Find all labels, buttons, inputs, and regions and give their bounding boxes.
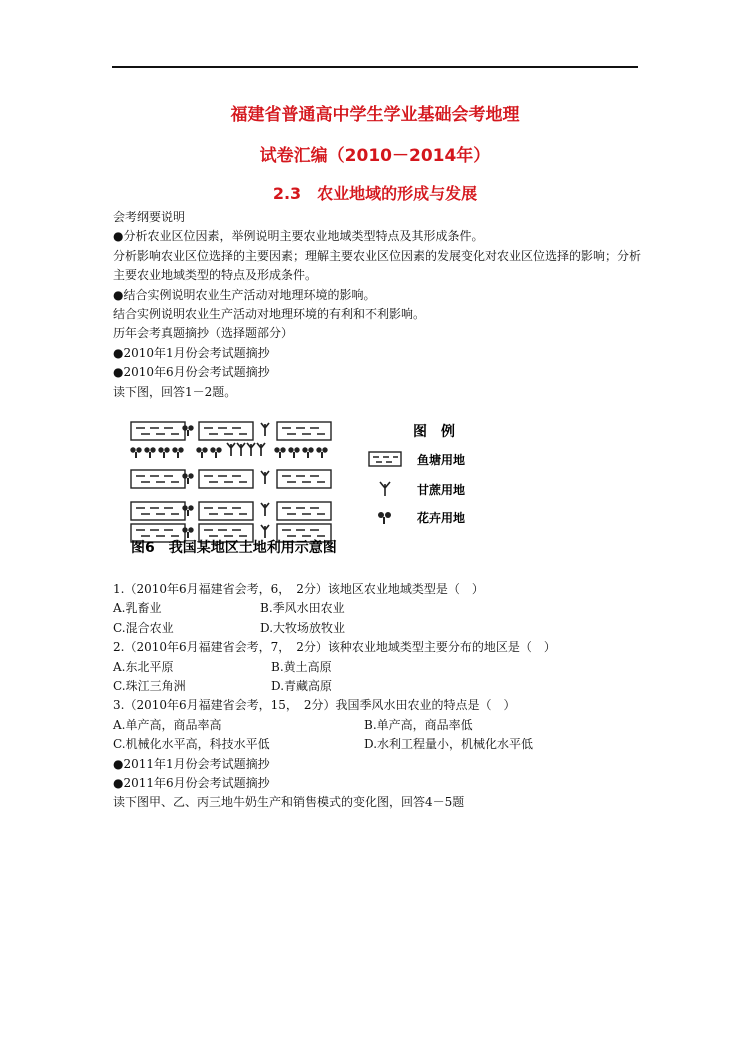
exam-2011-jun: ●2011年6月份会考试题摘抄 <box>113 776 270 791</box>
legend-fish-pond-icon <box>369 452 401 466</box>
legend-sugarcane-icon <box>380 482 390 496</box>
syllabus-point-4: 结合实例说明农业生产活动对地理环境的有利和不利影响。 <box>113 307 426 322</box>
flower-icon <box>172 447 183 458</box>
fish-pond-icon <box>277 502 331 520</box>
question-3-option-b: B.单产高，商品率低 <box>364 717 473 732</box>
flower-icon <box>130 447 141 458</box>
question-2-option-b: B.黄土高原 <box>271 659 332 674</box>
legend-title: 图 例 <box>413 424 455 441</box>
flower-icon <box>302 447 313 458</box>
legend-sugarcane-label: 甘蔗用地 <box>417 483 466 498</box>
exam-2010-jun: ●2010年6月份会考试题摘抄 <box>113 365 270 380</box>
fish-pond-icon <box>131 422 185 440</box>
question-2-options-row-1 <box>113 658 641 677</box>
sugarcane-icon <box>237 443 245 456</box>
flower-icon <box>182 425 193 436</box>
question-2-stem: 2.（2010年6月福建省会考，7， 2分）该种农业地域类型主要分布的地区是（ ） <box>113 640 556 655</box>
flower-icon <box>182 527 193 538</box>
question-1-stem: 1.（2010年6月福建省会考，6， 2分）该地区农业地域类型是（ ） <box>113 582 484 597</box>
figure-caption: 图6 我国某地区土地利用示意图 <box>131 540 337 557</box>
question-3-stem: 3.（2010年6月福建省会考，15， 2分）我国季风水田农业的特点是（ ） <box>113 698 516 713</box>
syllabus-point-2: 分析影响农业区位选择的主要因素；理解主要农业区位因素的发展变化对农业区位选择的影响；分析主要农业地域类型的特点及形成条件。 <box>113 248 642 283</box>
sugarcane-icon <box>261 471 269 484</box>
question-3-option-d: D.水利工程量小，机械化水平低 <box>364 737 534 752</box>
document-subtitle: 试卷汇编（2010－2014年） <box>259 146 491 166</box>
flower-icon <box>288 447 299 458</box>
exam-2011-jan: ●2011年1月份会考试题摘抄 <box>113 756 270 771</box>
land-use-grid <box>130 422 331 542</box>
past-exams-heading: 历年会考真题摘抄（选择题部分） <box>113 326 294 341</box>
exam-2010-jan: ●2010年1月份会考试题摘抄 <box>113 345 270 360</box>
fish-pond-icon <box>131 470 185 488</box>
question-2-option-a: A.东北平原 <box>113 659 174 674</box>
sugarcane-icon <box>227 443 235 456</box>
section-title: 2.3 农业地域的形成与发展 <box>272 184 478 203</box>
document-title: 福建省普通高中学生学业基础会考地理 <box>230 105 520 125</box>
question-3-option-a: A.单产高，商品率高 <box>113 717 222 732</box>
syllabus-point-1: ●分析农业区位因素，举例说明主要农业地域类型特点及其形成条件。 <box>113 229 484 244</box>
syllabus-heading: 会考纲要说明 <box>113 210 186 224</box>
fish-pond-icon <box>277 470 331 488</box>
sugarcane-icon <box>257 443 265 456</box>
land-use-figure <box>113 402 641 580</box>
flower-icon <box>182 505 193 516</box>
flower-icon <box>182 473 193 484</box>
question-1-option-b: B.季风水田农业 <box>260 601 345 616</box>
flower-icon <box>316 447 327 458</box>
question-3-options-row-2 <box>113 735 641 754</box>
legend-flower-label: 花卉用地 <box>417 511 466 526</box>
question-2-option-d: D.青藏高原 <box>271 679 333 694</box>
fish-pond-icon <box>199 470 253 488</box>
flower-icon <box>158 447 169 458</box>
legend-fish-pond-label: 鱼塘用地 <box>417 453 466 468</box>
fish-pond-icon <box>131 502 185 520</box>
fish-pond-icon <box>199 422 253 440</box>
flower-icon <box>210 447 221 458</box>
sugarcane-icon <box>261 423 269 436</box>
question-1-options-row-2 <box>113 619 641 638</box>
fish-pond-icon <box>277 422 331 440</box>
sugarcane-icon <box>261 525 269 538</box>
header-rule <box>112 66 638 68</box>
question-2-options-row-2 <box>113 677 641 696</box>
question-2-option-c: C.珠江三角洲 <box>113 679 186 694</box>
fish-pond-icon <box>199 502 253 520</box>
read-prompt: 读下图，回答1－2题。 <box>113 384 237 399</box>
land-use-diagram <box>127 418 487 558</box>
question-1-option-c: C.混合农业 <box>113 620 174 635</box>
syllabus-point-3: ●结合实例说明农业生产活动对地理环境的影响。 <box>113 287 376 302</box>
question-1-option-d: D.大牧场放牧业 <box>260 620 346 635</box>
question-1-options-row-1 <box>113 599 641 618</box>
question-3-options-row-1 <box>113 716 641 735</box>
question-3-option-c: C.机械化水平高，科技水平低 <box>113 737 270 752</box>
read-prompt-2: 读下图甲、乙、丙三地牛奶生产和销售模式的变化图，回答4－5题 <box>113 795 465 810</box>
flower-icon <box>144 447 155 458</box>
flower-icon <box>196 447 207 458</box>
document-body <box>113 208 641 813</box>
question-1-option-a: A.乳畜业 <box>113 601 162 616</box>
flower-icon <box>274 447 285 458</box>
sugarcane-icon <box>261 503 269 516</box>
legend-flower-icon <box>378 512 391 524</box>
sugarcane-icon <box>247 443 255 456</box>
